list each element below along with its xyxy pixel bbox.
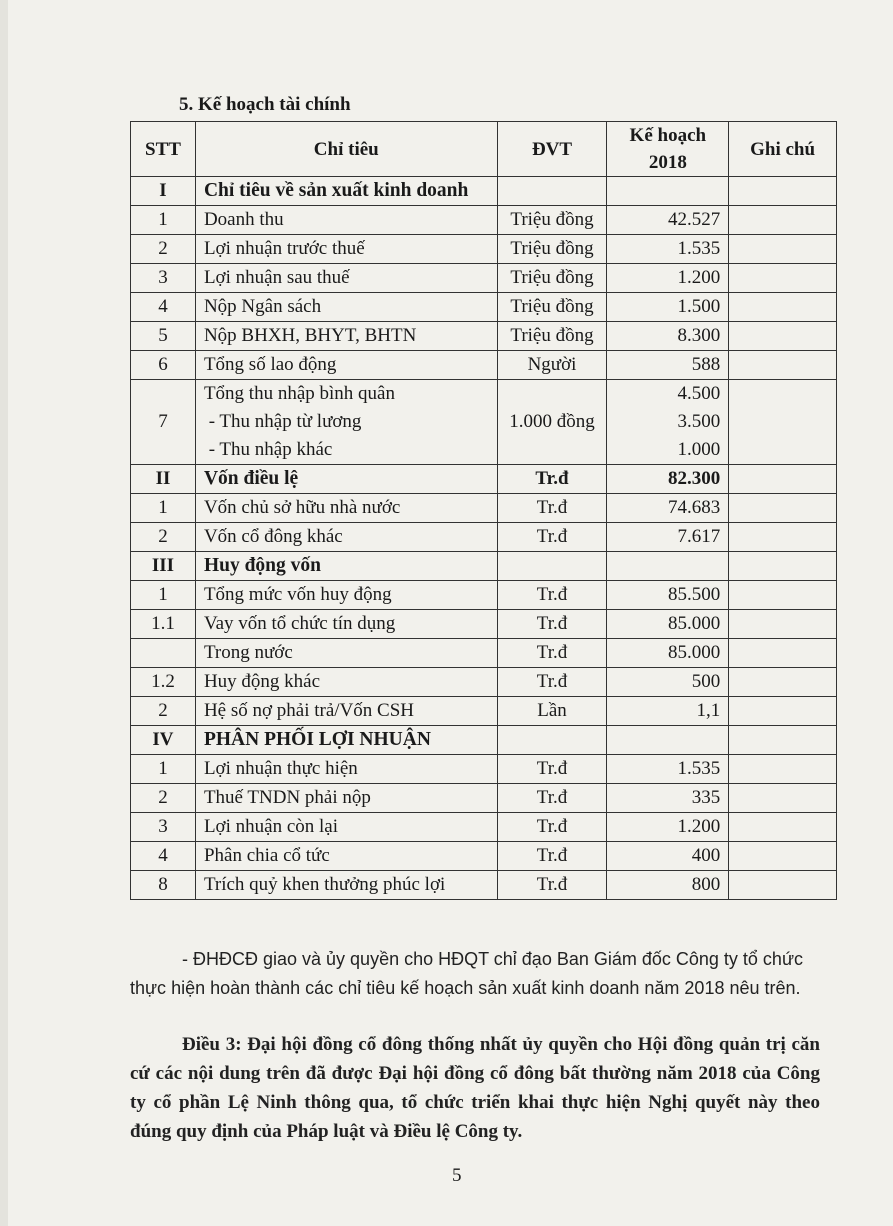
cell-stt: III xyxy=(131,552,196,581)
cell-item xyxy=(195,380,497,465)
cell-item: Vốn cổ đông khác xyxy=(195,523,497,552)
cell-item-line: - Thu nhập từ lương xyxy=(203,411,362,432)
cell-item: Trích quỷ khen thưởng phúc lợi xyxy=(195,871,497,900)
table-row xyxy=(131,697,837,726)
cell-plan-value: 1.200 xyxy=(607,813,729,842)
cell-note xyxy=(729,293,837,322)
cell-item: Hệ số nợ phải trả/Vốn CSH xyxy=(195,697,497,726)
cell-note xyxy=(729,755,837,784)
cell-item: Huy động khác xyxy=(195,668,497,697)
cell-stt: IV xyxy=(131,726,196,755)
cell-unit: Tr.đ xyxy=(497,842,607,871)
header-plan-line2: 2018 xyxy=(648,152,687,173)
cell-unit xyxy=(497,726,607,755)
header-stt: STT xyxy=(131,122,196,177)
cell-stt: 4 xyxy=(131,842,196,871)
cell-note xyxy=(729,235,837,264)
cell-plan-value: 1.500 xyxy=(607,293,729,322)
cell-item: Tổng số lao động xyxy=(195,351,497,380)
cell-item: Tổng mức vốn huy động xyxy=(195,581,497,610)
cell-item: Thuế TNDN phải nộp xyxy=(195,784,497,813)
cell-item: Huy động vốn xyxy=(195,552,497,581)
cell-stt: 1.1 xyxy=(131,610,196,639)
cell-stt: 8 xyxy=(131,871,196,900)
cell-item: Lợi nhuận sau thuế xyxy=(195,264,497,293)
cell-plan-value: 85.500 xyxy=(607,581,729,610)
cell-note xyxy=(729,726,837,755)
header-plan-line1: Kế hoạch xyxy=(629,125,707,146)
cell-item: Doanh thu xyxy=(195,206,497,235)
header-unit: ĐVT xyxy=(497,122,607,177)
cell-item: Chỉ tiêu về sản xuất kinh doanh xyxy=(195,177,497,206)
cell-note xyxy=(729,813,837,842)
cell-unit: Triệu đồng xyxy=(497,293,607,322)
cell-note xyxy=(729,206,837,235)
cell-note xyxy=(729,697,837,726)
section-row xyxy=(131,726,837,755)
table-row xyxy=(131,581,837,610)
cell-stt: 1 xyxy=(131,755,196,784)
cell-item-line: Tổng thu nhập bình quân xyxy=(203,383,395,404)
cell-item: Phân chia cổ tức xyxy=(195,842,497,871)
page-number: 5 xyxy=(452,1165,462,1186)
section-row xyxy=(131,552,837,581)
cell-stt: 2 xyxy=(131,784,196,813)
cell-unit: Triệu đồng xyxy=(497,322,607,351)
cell-plan-value: 85.000 xyxy=(607,639,729,668)
cell-item: Vốn điều lệ xyxy=(195,465,497,494)
cell-stt: 1 xyxy=(131,494,196,523)
cell-stt: 4 xyxy=(131,293,196,322)
table-row xyxy=(131,842,837,871)
cell-unit: Triệu đồng xyxy=(497,206,607,235)
article-3-paragraph: Điều 3: Đại hội đồng cổ đông thống nhất ủy quyền cho Hội đồng quản trị căn cứ các nội dung trên đã được Đại hội đồng cổ đông bất thường năm 2018 của Công ty cổ phần Lệ Ninh thông qua, tổ chức triển khai thực hiện Nghị quyết này theo đúng quy định của Pháp luật và Điều lệ Công ty. xyxy=(130,1034,820,1142)
cell-note xyxy=(729,639,837,668)
cell-value-line: 4.500 xyxy=(677,383,721,404)
cell-item: Lợi nhuận trước thuế xyxy=(195,235,497,264)
cell-item: Lợi nhuận còn lại xyxy=(195,813,497,842)
cell-plan-value xyxy=(607,726,729,755)
cell-unit: Tr.đ xyxy=(497,784,607,813)
cell-unit: Tr.đ xyxy=(497,755,607,784)
cell-unit: Tr.đ xyxy=(497,639,607,668)
table-body xyxy=(131,177,837,900)
cell-stt: 7 xyxy=(131,380,196,465)
cell-note xyxy=(729,264,837,293)
table-row xyxy=(131,610,837,639)
cell-note xyxy=(729,784,837,813)
cell-stt: 2 xyxy=(131,697,196,726)
cell-stt: 1 xyxy=(131,581,196,610)
table-row xyxy=(131,639,837,668)
cell-plan-value xyxy=(607,177,729,206)
table-row xyxy=(131,755,837,784)
cell-plan-value: 1,1 xyxy=(607,697,729,726)
table-row xyxy=(131,668,837,697)
cell-note xyxy=(729,668,837,697)
section-row xyxy=(131,177,837,206)
header-plan xyxy=(607,122,729,177)
cell-stt: I xyxy=(131,177,196,206)
cell-plan-value: 8.300 xyxy=(607,322,729,351)
cell-plan-value: 1.535 xyxy=(607,755,729,784)
cell-note xyxy=(729,523,837,552)
cell-item: Nộp Ngân sách xyxy=(195,293,497,322)
cell-plan-value: 1.200 xyxy=(607,264,729,293)
cell-item: Nộp BHXH, BHYT, BHTN xyxy=(195,322,497,351)
table-row xyxy=(131,293,837,322)
cell-plan-value: 74.683 xyxy=(607,494,729,523)
table-row xyxy=(131,235,837,264)
cell-plan-value: 800 xyxy=(607,871,729,900)
cell-unit: Tr.đ xyxy=(497,668,607,697)
cell-unit: Tr.đ xyxy=(497,871,607,900)
cell-stt: II xyxy=(131,465,196,494)
cell-stt: 1.2 xyxy=(131,668,196,697)
table-row xyxy=(131,380,837,465)
cell-stt: 2 xyxy=(131,523,196,552)
cell-plan-value: 1.535 xyxy=(607,235,729,264)
cell-stt: 2 xyxy=(131,235,196,264)
cell-unit: Triệu đồng xyxy=(497,235,607,264)
header-note: Ghi chú xyxy=(729,122,837,177)
header-item: Chỉ tiêu xyxy=(195,122,497,177)
cell-item-line: - Thu nhập khác xyxy=(203,439,333,460)
cell-note xyxy=(729,322,837,351)
table-row xyxy=(131,523,837,552)
cell-unit: Tr.đ xyxy=(497,610,607,639)
cell-plan-value: 82.300 xyxy=(607,465,729,494)
page-edge xyxy=(0,0,8,1226)
cell-note xyxy=(729,581,837,610)
cell-unit xyxy=(497,177,607,206)
table-row xyxy=(131,871,837,900)
cell-plan-value xyxy=(607,552,729,581)
cell-item: Vay vốn tổ chức tín dụng xyxy=(195,610,497,639)
cell-unit: 1.000 đồng xyxy=(497,380,607,465)
cell-item: Lợi nhuận thực hiện xyxy=(195,755,497,784)
financial-plan-table xyxy=(130,121,837,900)
cell-note xyxy=(729,610,837,639)
section-title: 5. Kế hoạch tài chính xyxy=(179,94,351,115)
cell-unit: Tr.đ xyxy=(497,813,607,842)
cell-unit: Triệu đồng xyxy=(497,264,607,293)
table-row xyxy=(131,494,837,523)
cell-note xyxy=(729,380,837,465)
cell-note xyxy=(729,494,837,523)
cell-value-line: 1.000 xyxy=(677,439,721,460)
cell-item: Trong nước xyxy=(195,639,497,668)
cell-note xyxy=(729,552,837,581)
cell-plan-value: 500 xyxy=(607,668,729,697)
table-row xyxy=(131,351,837,380)
cell-value-line: 3.500 xyxy=(677,411,721,432)
cell-note xyxy=(729,351,837,380)
cell-stt: 6 xyxy=(131,351,196,380)
cell-stt: 3 xyxy=(131,264,196,293)
cell-stt: 1 xyxy=(131,206,196,235)
table-row xyxy=(131,813,837,842)
cell-stt: 3 xyxy=(131,813,196,842)
section-row xyxy=(131,465,837,494)
cell-unit xyxy=(497,552,607,581)
table-row xyxy=(131,206,837,235)
cell-plan-value: 42.527 xyxy=(607,206,729,235)
table-row xyxy=(131,322,837,351)
cell-plan-value: 400 xyxy=(607,842,729,871)
table-row xyxy=(131,264,837,293)
cell-plan-value: 588 xyxy=(607,351,729,380)
table-header xyxy=(131,122,837,177)
cell-note xyxy=(729,871,837,900)
cell-unit: Tr.đ xyxy=(497,523,607,552)
cell-note xyxy=(729,177,837,206)
cell-unit: Tr.đ xyxy=(497,581,607,610)
table-row xyxy=(131,784,837,813)
cell-unit: Lần xyxy=(497,697,607,726)
cell-stt xyxy=(131,639,196,668)
cell-plan-value: 335 xyxy=(607,784,729,813)
cell-note xyxy=(729,465,837,494)
cell-unit: Tr.đ xyxy=(497,494,607,523)
cell-unit: Người xyxy=(497,351,607,380)
delegation-paragraph: - ĐHĐCĐ giao và ủy quyền cho HĐQT chỉ đạo Ban Giám đốc Công ty tổ chức thực hiện hoàn thành các chỉ tiêu kế hoạch sản xuất kinh doanh năm 2018 nêu trên. xyxy=(130,949,803,998)
cell-item: Vốn chủ sở hữu nhà nước xyxy=(195,494,497,523)
cell-unit: Tr.đ xyxy=(497,465,607,494)
cell-stt: 5 xyxy=(131,322,196,351)
cell-plan-value: 7.617 xyxy=(607,523,729,552)
cell-plan-value xyxy=(607,380,729,465)
cell-item: PHÂN PHỐI LỢI NHUẬN xyxy=(195,726,497,755)
cell-plan-value: 85.000 xyxy=(607,610,729,639)
cell-note xyxy=(729,842,837,871)
